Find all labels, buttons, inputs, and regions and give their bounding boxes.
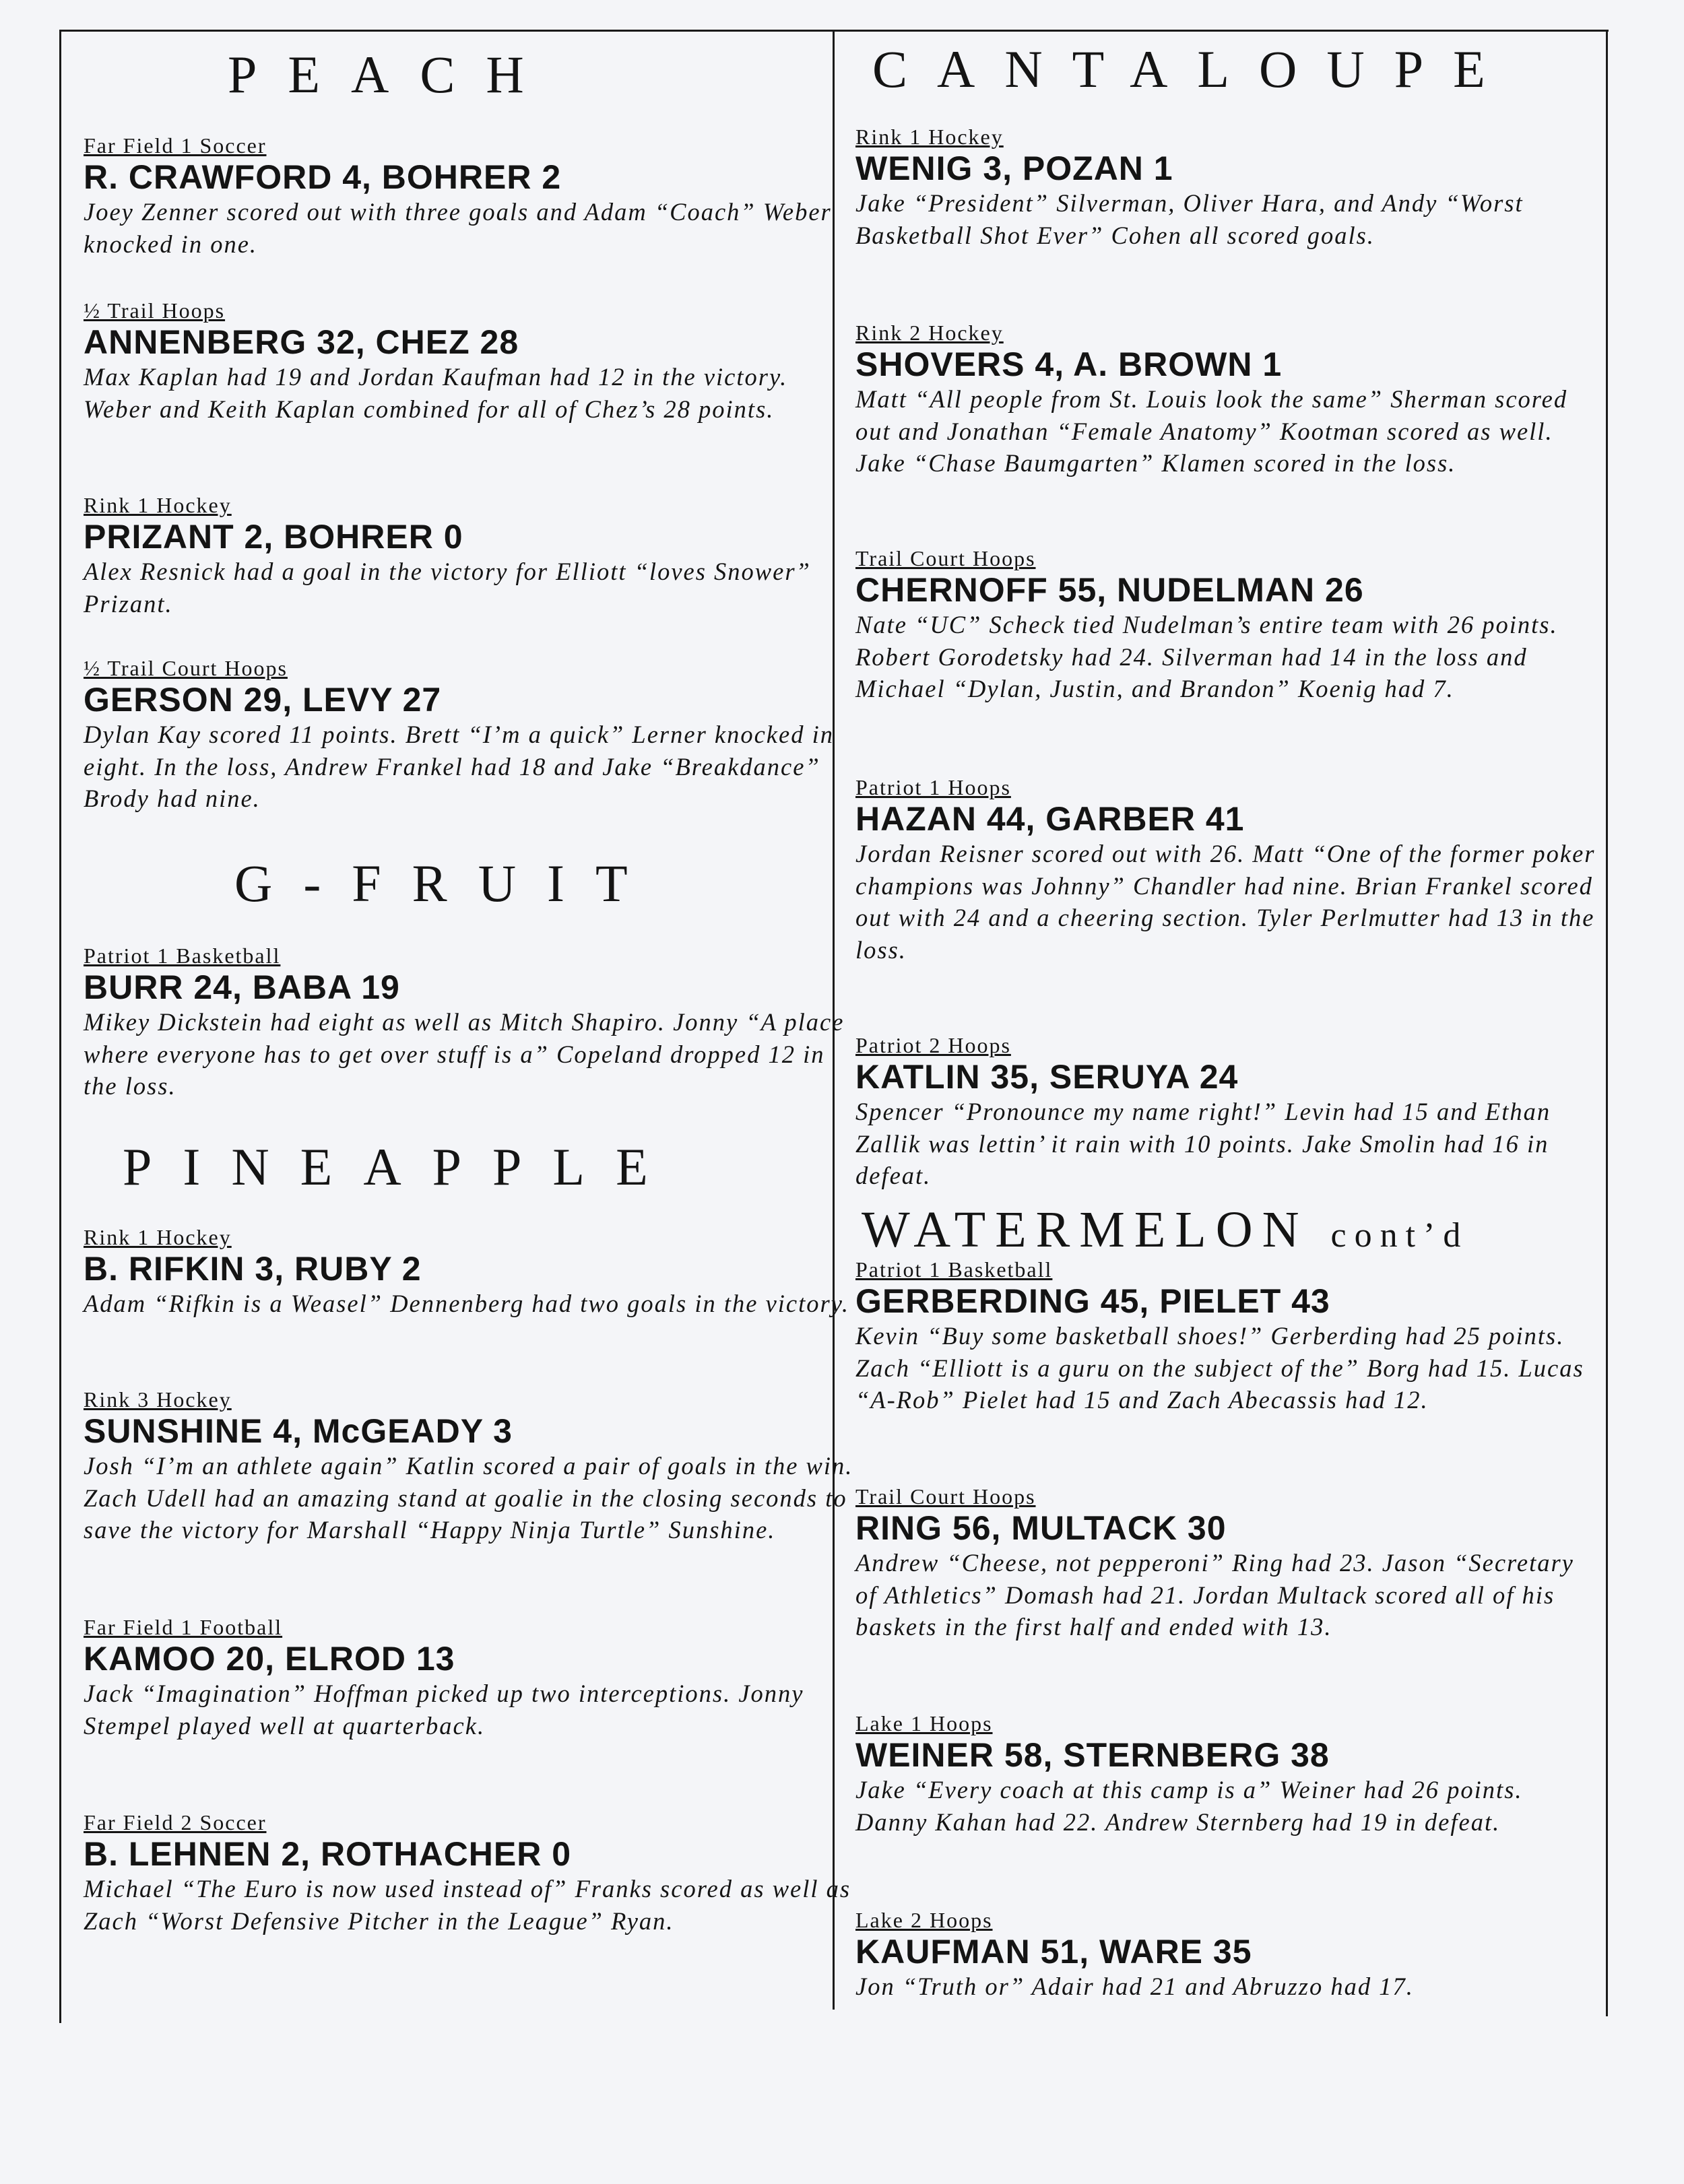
game-gfruit-1 xyxy=(84,943,858,1102)
game-watermelon-3 xyxy=(855,1711,1596,1838)
venue: Trail Court Hoops xyxy=(855,1484,1036,1509)
score: SUNSHINE 4, McGEADY 3 xyxy=(84,1412,513,1450)
game-watermelon-4 xyxy=(855,1907,1596,2003)
watermelon-contd: cont’d xyxy=(1330,1216,1469,1255)
venue: Lake 1 Hoops xyxy=(855,1711,993,1735)
game-pineapple-4 xyxy=(84,1810,858,1937)
game-cantaloupe-1 xyxy=(855,124,1596,251)
venue: Patriot 1 Hoops xyxy=(855,775,1011,799)
recap: Joey Zenner scored out with three goals and Adam “Coach” Weber knocked in one. xyxy=(84,198,832,258)
recap: Nate “UC” Scheck tied Nudelman’s entire team with 26 points. Robert Gorodetsky had 24. Silverman had 14 in the loss and Michael “Dylan, Justin, and Brandon” Koenig had 7. xyxy=(855,611,1558,702)
recap: Spencer “Pronounce my name right!” Levin had 15 and Ethan Zallik was lettin’ it rain with 10 points. Jake Smolin had 16 in defeat. xyxy=(855,1098,1551,1189)
score: WENIG 3, POZAN 1 xyxy=(855,150,1173,187)
game-cantaloupe-2 xyxy=(855,320,1596,479)
division-title-watermelon xyxy=(862,1201,1469,1258)
division-title-pineapple: PINEAPPLE xyxy=(123,1137,679,1196)
venue: Trail Court Hoops xyxy=(855,546,1036,570)
venue: Lake 2 Hoops xyxy=(855,1908,993,1932)
game-cantaloupe-4 xyxy=(855,774,1596,966)
recap: Andrew “Cheese, not pepperoni” Ring had 23. Jason “Secretary of Athletics” Domash had 21. Jordan Multack scored all of his baskets in the first half and ended with 13. xyxy=(855,1549,1574,1641)
venue: Patriot 2 Hoops xyxy=(855,1033,1011,1057)
venue: Rink 2 Hockey xyxy=(855,321,1004,345)
score: KATLIN 35, SERUYA 24 xyxy=(855,1058,1239,1096)
recap: Adam “Rifkin is a Weasel” Dennenberg had two goals in the victory. xyxy=(84,1290,850,1317)
right-column xyxy=(835,0,1606,2184)
score: B. RIFKIN 3, RUBY 2 xyxy=(84,1250,422,1288)
game-watermelon-2 xyxy=(855,1484,1596,1643)
venue: Patriot 1 Basketball xyxy=(855,1257,1053,1282)
division-title-peach: PEACH xyxy=(228,45,555,104)
recap: Jake “President” Silverman, Oliver Hara, and Andy “Worst Basketball Shot Ever” Cohen all scored goals. xyxy=(855,189,1524,249)
venue: Far Field 2 Soccer xyxy=(84,1810,267,1834)
score: BURR 24, BABA 19 xyxy=(84,968,400,1006)
game-peach-2 xyxy=(84,298,858,425)
venue: Rink 3 Hockey xyxy=(84,1387,232,1412)
venue: ½ Trail Hoops xyxy=(84,298,226,323)
score: CHERNOFF 55, NUDELMAN 26 xyxy=(855,571,1364,609)
venue: Far Field 1 Football xyxy=(84,1615,283,1639)
game-peach-1 xyxy=(84,133,858,260)
recap: Josh “I’m an athlete again” Katlin scored a pair of goals in the win. Zach Udell had an amazing stand at goalie in the closing seconds to save the victory for Marshall “Happy Ninja Turtle” Sunshine. xyxy=(84,1452,853,1544)
venue: Rink 1 Hockey xyxy=(855,125,1004,149)
recap: Jordan Reisner scored out with 26. Matt “One of the former poker champions was Johnny” Chandler had nine. Brian Frankel scored out with 24 and a cheering section. Tyler Perlmutter had 13 in the loss. xyxy=(855,840,1596,964)
score: ANNENBERG 32, CHEZ 28 xyxy=(84,323,519,361)
recap: Alex Resnick had a goal in the victory for Elliott “loves Snower” Prizant. xyxy=(84,558,811,618)
score: GERBERDING 45, PIELET 43 xyxy=(855,1282,1330,1320)
recap: Kevin “Buy some basketball shoes!” Gerberding had 25 points. Zach “Elliott is a guru on the subject of the” Borg had 15. Lucas “A-Rob” Pielet had 15 and Zach Abecassis had 12. xyxy=(855,1322,1584,1414)
recap: Jack “Imagination” Hoffman picked up two interceptions. Jonny Stempel played well at quarterback. xyxy=(84,1680,804,1740)
score: KAMOO 20, ELROD 13 xyxy=(84,1640,455,1678)
venue: Far Field 1 Soccer xyxy=(84,133,267,158)
score: RING 56, MULTACK 30 xyxy=(855,1509,1227,1547)
division-title-gfruit: G-FRUIT xyxy=(234,854,659,913)
right-column-rule xyxy=(1606,30,1608,2016)
game-cantaloupe-5 xyxy=(855,1032,1596,1192)
recap: Jon “Truth or” Adair had 21 and Abruzzo had 17. xyxy=(855,1973,1414,2000)
game-watermelon-1 xyxy=(855,1257,1596,1416)
venue: Rink 1 Hockey xyxy=(84,1225,232,1249)
score: WEINER 58, STERNBERG 38 xyxy=(855,1736,1330,1774)
division-title-cantaloupe: CANTALOUPE xyxy=(872,40,1515,98)
score: PRIZANT 2, BOHRER 0 xyxy=(84,518,463,556)
game-pineapple-1 xyxy=(84,1224,858,1320)
game-peach-3 xyxy=(84,492,858,620)
recap: Dylan Kay scored 11 points. Brett “I’m a quick” Lerner knocked in eight. In the loss, Andrew Frankel had 18 and Jake “Breakdance” Brody had nine. xyxy=(84,721,834,812)
score: B. LEHNEN 2, ROTHACHER 0 xyxy=(84,1835,572,1873)
game-cantaloupe-3 xyxy=(855,545,1596,705)
game-peach-4 xyxy=(84,655,858,815)
score: GERSON 29, LEVY 27 xyxy=(84,681,442,719)
game-pineapple-3 xyxy=(84,1614,858,1742)
venue: Patriot 1 Basketball xyxy=(84,944,281,968)
recap: Michael “The Euro is now used instead of” Franks scored as well as Zach “Worst Defensive Pitcher in the League” Ryan. xyxy=(84,1875,851,1935)
recap: Max Kaplan had 19 and Jordan Kaufman had 12 in the victory. Weber and Keith Kaplan combined for all of Chez’s 28 points. xyxy=(84,363,788,423)
score: SHOVERS 4, A. BROWN 1 xyxy=(855,345,1283,383)
score: KAUFMAN 51, WARE 35 xyxy=(855,1933,1252,1971)
recap: Matt “All people from St. Louis look the same” Sherman scored out and Jonathan “Female Anatomy” Kootman scored as well. Jake “Chase Baumgarten” Klamen scored in the loss. xyxy=(855,385,1568,477)
recap: Mikey Dickstein had eight as well as Mitch Shapiro. Jonny “A place where everyone has to get over stuff is a” Copeland dropped 12 in the loss. xyxy=(84,1008,845,1100)
recap: Jake “Every coach at this camp is a” Weiner had 26 points. Danny Kahan had 22. Andrew Sternberg had 19 in defeat. xyxy=(855,1776,1523,1836)
score: R. CRAWFORD 4, BOHRER 2 xyxy=(84,158,562,196)
watermelon-name: WATERMELON xyxy=(862,1201,1309,1258)
score: HAZAN 44, GARBER 41 xyxy=(855,800,1245,838)
game-pineapple-2 xyxy=(84,1387,858,1546)
venue: Rink 1 Hockey xyxy=(84,493,232,517)
venue: ½ Trail Court Hoops xyxy=(84,656,288,680)
